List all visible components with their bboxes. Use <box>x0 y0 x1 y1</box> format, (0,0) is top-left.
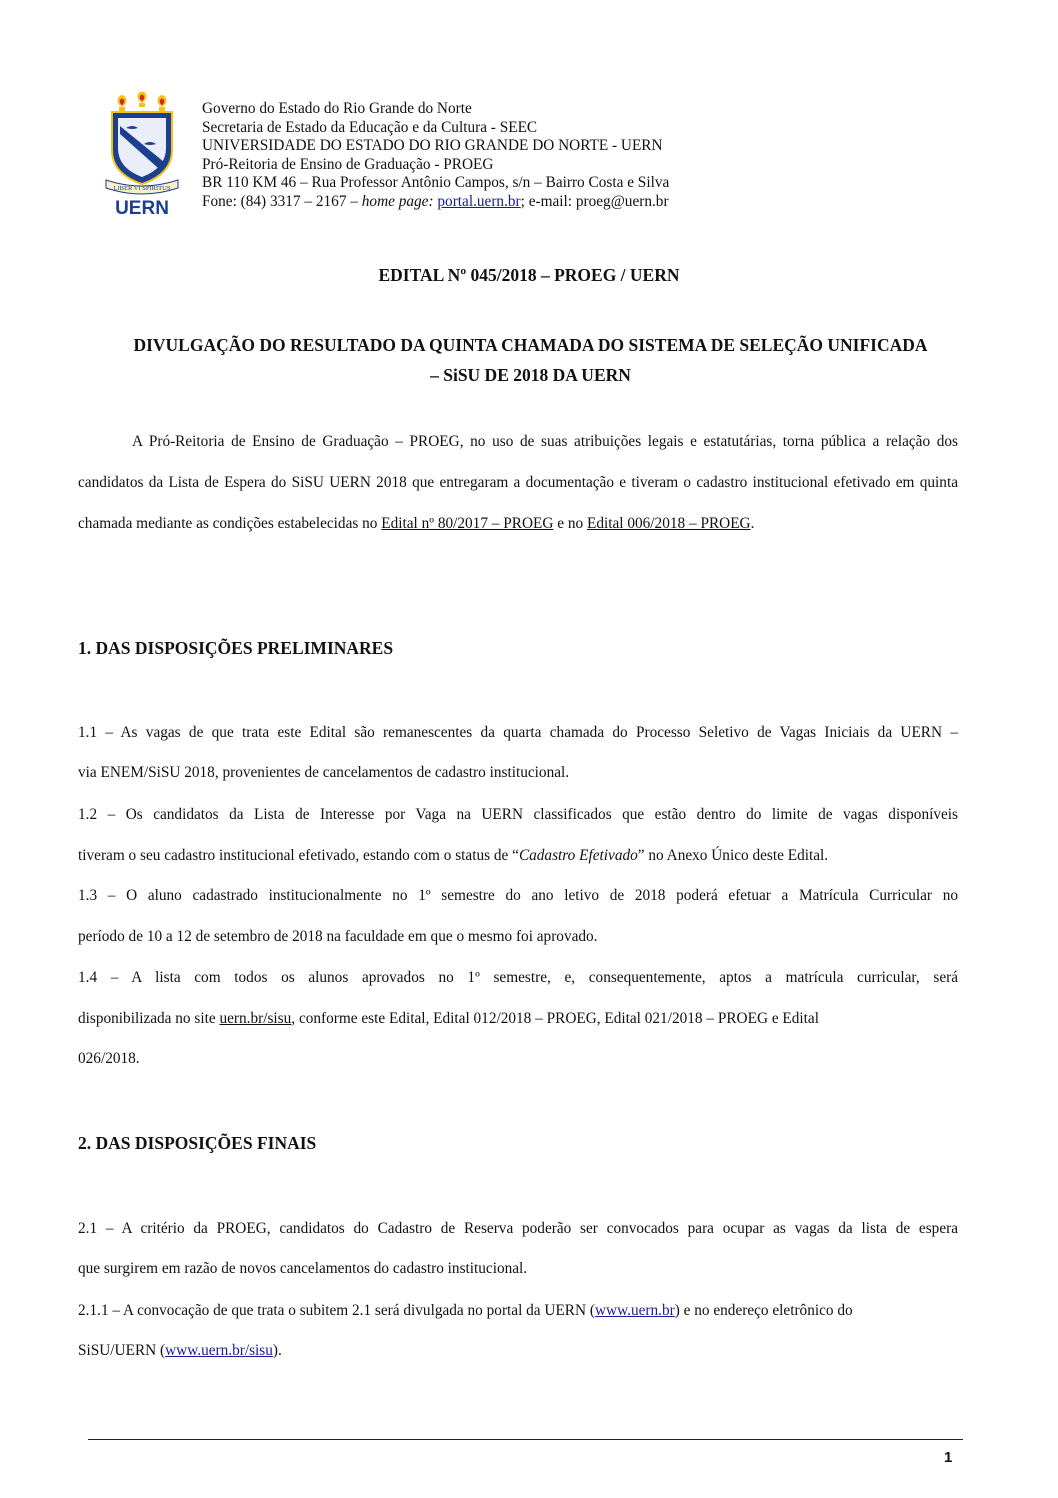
header-line: UNIVERSIDADE DO ESTADO DO RIO GRANDE DO NORTE - UERN <box>202 137 663 155</box>
letterhead <box>202 100 669 212</box>
edital-006-link[interactable]: Edital 006/2018 – PROEG <box>587 515 751 532</box>
item-1-4: 1.4 – A lista com todos os alunos aprovados no 1º semestre, e, consequentemente, aptos a matrícula curricular, será <box>78 969 958 986</box>
torch-icon <box>118 92 167 111</box>
header-line: Governo do Estado do Rio Grande do Norte <box>202 100 472 117</box>
item-1-3: 1.3 – O aluno cadastrado institucionalmente no 1º semestre do ano letivo de 2018 poderá efetuar a Matrícula Curricular no <box>78 887 958 904</box>
edital-80-link[interactable]: Edital nº 80/2017 – PROEG <box>381 515 554 532</box>
item-1-3-cont: período de 10 a 12 de setembro de 2018 na faculdade em que o mesmo foi aprovado. <box>78 928 598 945</box>
sisu-uern-link[interactable]: www.uern.br/sisu <box>165 1342 273 1359</box>
document-title: EDITAL Nº 045/2018 – PROEG / UERN <box>378 265 680 285</box>
item-1-4-cont: 026/2018. <box>78 1050 140 1067</box>
footer-divider <box>88 1439 963 1440</box>
logo-motto: LIBER VI SPIRITUS <box>113 185 171 192</box>
item-2-1-cont: que surgirem em razão de novos cancelamentos do cadastro institucional. <box>78 1260 528 1277</box>
header-contact-line: Fone: (84) 3317 – 2167 – home page: portal.uern.br; e-mail: proeg@uern.br <box>202 192 669 210</box>
uern-logo <box>104 92 180 216</box>
item-1-1: 1.1 – As vagas de que trata este Edital são remanescentes da quarta chamada do Processo Seletivo de Vagas Iniciais da UERN – <box>78 724 958 741</box>
logo-name: UERN <box>115 198 169 216</box>
uern-sisu-link[interactable]: uern.br/sisu <box>219 1010 292 1027</box>
item-1-2-cont: tiveram o seu cadastro institucional efetivado, estando com o status de “Cadastro Efetivado” no Anexo Único deste Edital. <box>78 847 829 864</box>
item-1-1-cont: via ENEM/SiSU 2018, provenientes de cancelamentos de cadastro institucional. <box>78 764 570 781</box>
header-line: BR 110 KM 46 – Rua Professor Antônio Campos, s/n – Bairro Costa e Silva <box>202 174 670 192</box>
item-2-1: 2.1 – A critério da PROEG, candidatos do Cadastro de Reserva poderão ser convocados para ocupar as vagas da lista de espera <box>78 1220 958 1237</box>
section-2-heading: 2. DAS DISPOSIÇÕES FINAIS <box>78 1133 317 1153</box>
section-1-heading: 1. DAS DISPOSIÇÕES PRELIMINARES <box>78 638 394 658</box>
item-1-2: 1.2 – Os candidatos da Lista de Interesse por Vaga na UERN classificados que estão dentro do limite de vagas disponíveis <box>78 806 958 823</box>
document-subtitle: DIVULGAÇÃO DO RESULTADO DA QUINTA CHAMADA DO SISTEMA DE SELEÇÃO UNIFICADA – SiSU DE 2018 DA UERN <box>133 335 928 385</box>
item-2-1-1-cont: SiSU/UERN (www.uern.br/sisu). <box>78 1342 282 1359</box>
item-1-4-cont: disponibilizada no site uern.br/sisu, conforme este Edital, Edital 012/2018 – PROEG, Edital 021/2018 – PROEG e Edital <box>78 1010 819 1027</box>
item-2-1-1: 2.1.1 – A convocação de que trata o subitem 2.1 será divulgada no portal da UERN (www.uern.br) e no endereço eletrônico do <box>78 1302 853 1319</box>
portal-link[interactable]: portal.uern.br <box>437 192 521 210</box>
page-number: 1 <box>944 1449 953 1466</box>
intro-paragraph: A Pró-Reitoria de Ensino de Graduação – PROEG, no uso de suas atribuições legais e estatutárias, torna pública a relação dos candidatos da Lista de Espera do SiSU UERN 2018 que entregaram a documentação e tiveram o cadastro institucional efetivado em quinta chamada mediante as condições estabelecidas no Edital nº 80/2017 – PROEG e no Edital 006/2018 – PROEG. <box>78 433 958 532</box>
uern-portal-link[interactable]: www.uern.br <box>594 1302 675 1319</box>
header-line: Pró-Reitoria de Ensino de Graduação - PROEG <box>202 155 494 173</box>
header-line: Secretaria de Estado da Educação e da Cultura - SEEC <box>202 118 538 136</box>
